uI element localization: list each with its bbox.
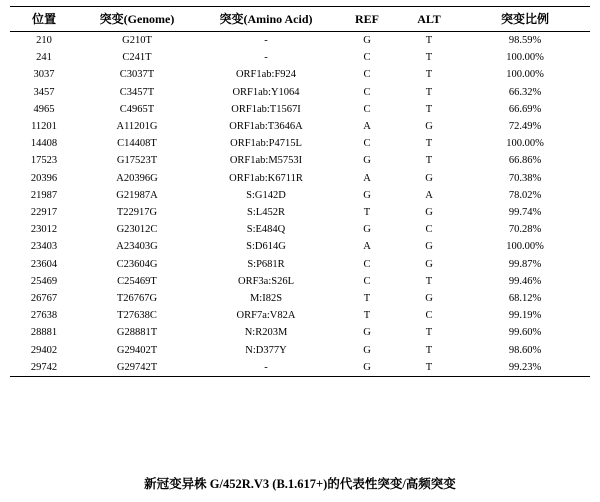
table-header-row [10, 7, 590, 32]
cell-amino-acid-mutation: ORF3a:S26L [237, 275, 294, 287]
cell-ref: C [363, 69, 371, 81]
cell-genome-mutation: G28881T [116, 327, 158, 339]
cell-genome-mutation: C4965T [119, 103, 155, 115]
cell-position: 25469 [30, 275, 58, 287]
table-row [10, 273, 590, 290]
cell-alt: T [425, 361, 433, 373]
table-row [10, 101, 590, 118]
cell-alt: G [425, 293, 433, 305]
cell-alt: T [425, 344, 433, 356]
cell-genome-mutation: G23012C [116, 224, 158, 236]
table-row [10, 118, 590, 135]
cell-genome-mutation: C25469T [117, 275, 157, 287]
cell-mutation-ratio: 72.49% [508, 121, 542, 133]
cell-ref: T [363, 310, 371, 322]
cell-position: 4965 [33, 103, 55, 115]
cell-position: 21987 [30, 189, 58, 201]
cell-amino-acid-mutation: ORF1ab:P4715L [230, 138, 302, 150]
cell-position: 241 [36, 52, 52, 64]
table-row [10, 32, 590, 50]
cell-position: 28881 [30, 327, 58, 339]
cell-mutation-ratio: 66.69% [508, 103, 542, 115]
cell-amino-acid-mutation: M:I82S [249, 293, 283, 305]
cell-mutation-ratio: 99.46% [508, 275, 542, 287]
cell-position: 29742 [30, 361, 58, 373]
cell-ref: G [363, 189, 371, 201]
mutation-table [10, 6, 590, 377]
cell-ref: G [363, 155, 371, 167]
cell-mutation-ratio: 66.32% [508, 86, 542, 98]
cell-ref: G [363, 344, 371, 356]
cell-mutation-ratio: 70.28% [508, 224, 542, 236]
cell-alt: T [425, 35, 433, 46]
cell-amino-acid-mutation: ORF1ab:Y1064 [232, 86, 300, 98]
cell-genome-mutation: A23403G [116, 241, 158, 253]
cell-alt: G [425, 172, 433, 184]
cell-mutation-ratio: 66.86% [508, 155, 542, 167]
cell-amino-acid-mutation: ORF1ab:K6711R [229, 172, 303, 184]
cell-genome-mutation: T27638C [117, 310, 157, 322]
cell-mutation-ratio: 70.38% [508, 172, 542, 184]
cell-genome-mutation: G17523T [116, 155, 158, 167]
column-header-position: 位置 [31, 12, 56, 26]
cell-position: 23012 [30, 224, 58, 236]
cell-amino-acid-mutation: ORF1ab:F924 [235, 69, 297, 81]
cell-amino-acid-mutation: N:R203M [244, 327, 288, 339]
cell-alt: G [425, 258, 433, 270]
cell-ref: C [363, 275, 371, 287]
cell-alt: T [425, 52, 433, 64]
cell-ref: G [363, 35, 371, 46]
table-row [10, 152, 590, 169]
cell-amino-acid-mutation: S:G142D [246, 189, 286, 201]
cell-position: 14408 [30, 138, 58, 150]
cell-amino-acid-mutation: S:L452R [247, 207, 285, 219]
cell-ref: T [363, 293, 371, 305]
cell-alt: G [425, 121, 433, 133]
cell-genome-mutation: A11201G [116, 121, 158, 133]
cell-mutation-ratio: 99.60% [508, 327, 542, 339]
cell-ref: G [363, 224, 371, 236]
cell-genome-mutation: G210T [122, 35, 152, 46]
cell-position: 23604 [30, 258, 58, 270]
cell-genome-mutation: G21987A [116, 189, 158, 201]
cell-amino-acid-mutation: ORF1ab:M5753I [229, 155, 303, 167]
cell-ref: G [363, 361, 371, 373]
cell-amino-acid-mutation: - [264, 52, 268, 64]
cell-genome-mutation: C241T [122, 52, 152, 64]
cell-position: 20396 [30, 172, 58, 184]
table-row [10, 170, 590, 187]
cell-mutation-ratio: 100.00% [506, 138, 544, 150]
cell-position: 26767 [30, 293, 58, 305]
cell-position: 3037 [33, 69, 55, 81]
cell-alt: T [425, 327, 433, 339]
cell-ref: C [363, 52, 371, 64]
cell-mutation-ratio: 100.00% [506, 52, 544, 64]
cell-alt: G [425, 241, 433, 253]
cell-amino-acid-mutation: ORF7a:V82A [236, 310, 296, 322]
cell-position: 17523 [30, 155, 58, 167]
table-row [10, 359, 590, 377]
table-row [10, 307, 590, 324]
table-row [10, 135, 590, 152]
cell-alt: C [425, 310, 433, 322]
table-row [10, 238, 590, 255]
cell-ref: A [363, 121, 371, 133]
cell-mutation-ratio: 98.60% [508, 344, 542, 356]
cell-amino-acid-mutation: - [264, 35, 268, 46]
cell-genome-mutation: G29402T [116, 344, 158, 356]
cell-amino-acid-mutation: S:D614G [246, 241, 286, 253]
column-header-alt: ALT [417, 12, 441, 26]
table-header [10, 7, 590, 32]
cell-alt: T [425, 103, 433, 115]
cell-mutation-ratio: 98.59% [508, 35, 542, 46]
cell-alt: T [425, 275, 433, 287]
cell-alt: A [425, 189, 433, 201]
cell-mutation-ratio: 100.00% [506, 241, 544, 253]
cell-genome-mutation: C3457T [119, 86, 155, 98]
cell-ref: C [363, 103, 371, 115]
cell-alt: T [425, 155, 433, 167]
cell-position: 23403 [30, 241, 58, 253]
cell-ref: C [363, 86, 371, 98]
column-header-genome-mutation: 突变(Genome) [99, 12, 175, 26]
table-row [10, 290, 590, 307]
cell-alt: G [425, 207, 433, 219]
cell-amino-acid-mutation: N:D377Y [245, 344, 287, 356]
cell-amino-acid-mutation: S:P681R [247, 258, 285, 270]
cell-genome-mutation: T26767G [116, 293, 158, 305]
table-row [10, 324, 590, 341]
table-row [10, 342, 590, 359]
table-row [10, 187, 590, 204]
cell-position: 210 [36, 35, 52, 46]
table-row [10, 66, 590, 83]
cell-ref: C [363, 138, 371, 150]
cell-mutation-ratio: 99.19% [508, 310, 542, 322]
cell-ref: G [363, 327, 371, 339]
cell-alt: T [425, 138, 433, 150]
table-body [10, 32, 590, 377]
cell-position: 27638 [30, 310, 58, 322]
column-header-amino-acid-mutation: 突变(Amino Acid) [219, 12, 313, 26]
cell-amino-acid-mutation: S:E484Q [246, 224, 286, 236]
cell-position: 22917 [30, 207, 58, 219]
cell-genome-mutation: C23604G [116, 258, 158, 270]
column-header-ref: REF [355, 12, 379, 26]
cell-ref: C [363, 258, 371, 270]
cell-genome-mutation: C14408T [117, 138, 157, 150]
cell-alt: C [425, 224, 433, 236]
cell-mutation-ratio: 100.00% [506, 69, 544, 81]
cell-genome-mutation: G29742T [116, 361, 158, 373]
cell-position: 3457 [33, 86, 55, 98]
cell-mutation-ratio: 68.12% [508, 293, 542, 305]
cell-position: 11201 [31, 121, 57, 133]
cell-ref: A [363, 172, 371, 184]
table-row [10, 84, 590, 101]
cell-genome-mutation: C3037T [119, 69, 155, 81]
table-row [10, 256, 590, 273]
cell-mutation-ratio: 78.02% [508, 189, 542, 201]
cell-mutation-ratio: 99.87% [508, 258, 542, 270]
cell-mutation-ratio: 99.23% [508, 361, 542, 373]
table-row [10, 204, 590, 221]
cell-amino-acid-mutation: - [264, 361, 268, 373]
cell-alt: T [425, 86, 433, 98]
cell-ref: T [363, 207, 371, 219]
cell-ref: A [363, 241, 371, 253]
column-header-mutation-ratio: 突变比例 [500, 12, 549, 26]
cell-mutation-ratio: 99.74% [508, 207, 542, 219]
cell-amino-acid-mutation: ORF1ab:T3646A [229, 121, 303, 133]
table-row [10, 49, 590, 66]
cell-alt: T [425, 69, 433, 81]
cell-genome-mutation: T22917G [116, 207, 158, 219]
cell-genome-mutation: A20396G [116, 172, 158, 184]
cell-amino-acid-mutation: ORF1ab:T1567I [231, 103, 301, 115]
table-row [10, 221, 590, 238]
table-caption: 新冠变异株 G/452R.V3 (B.1.617+)的代表性突变/高频突变 [144, 477, 456, 491]
cell-position: 29402 [30, 344, 58, 356]
